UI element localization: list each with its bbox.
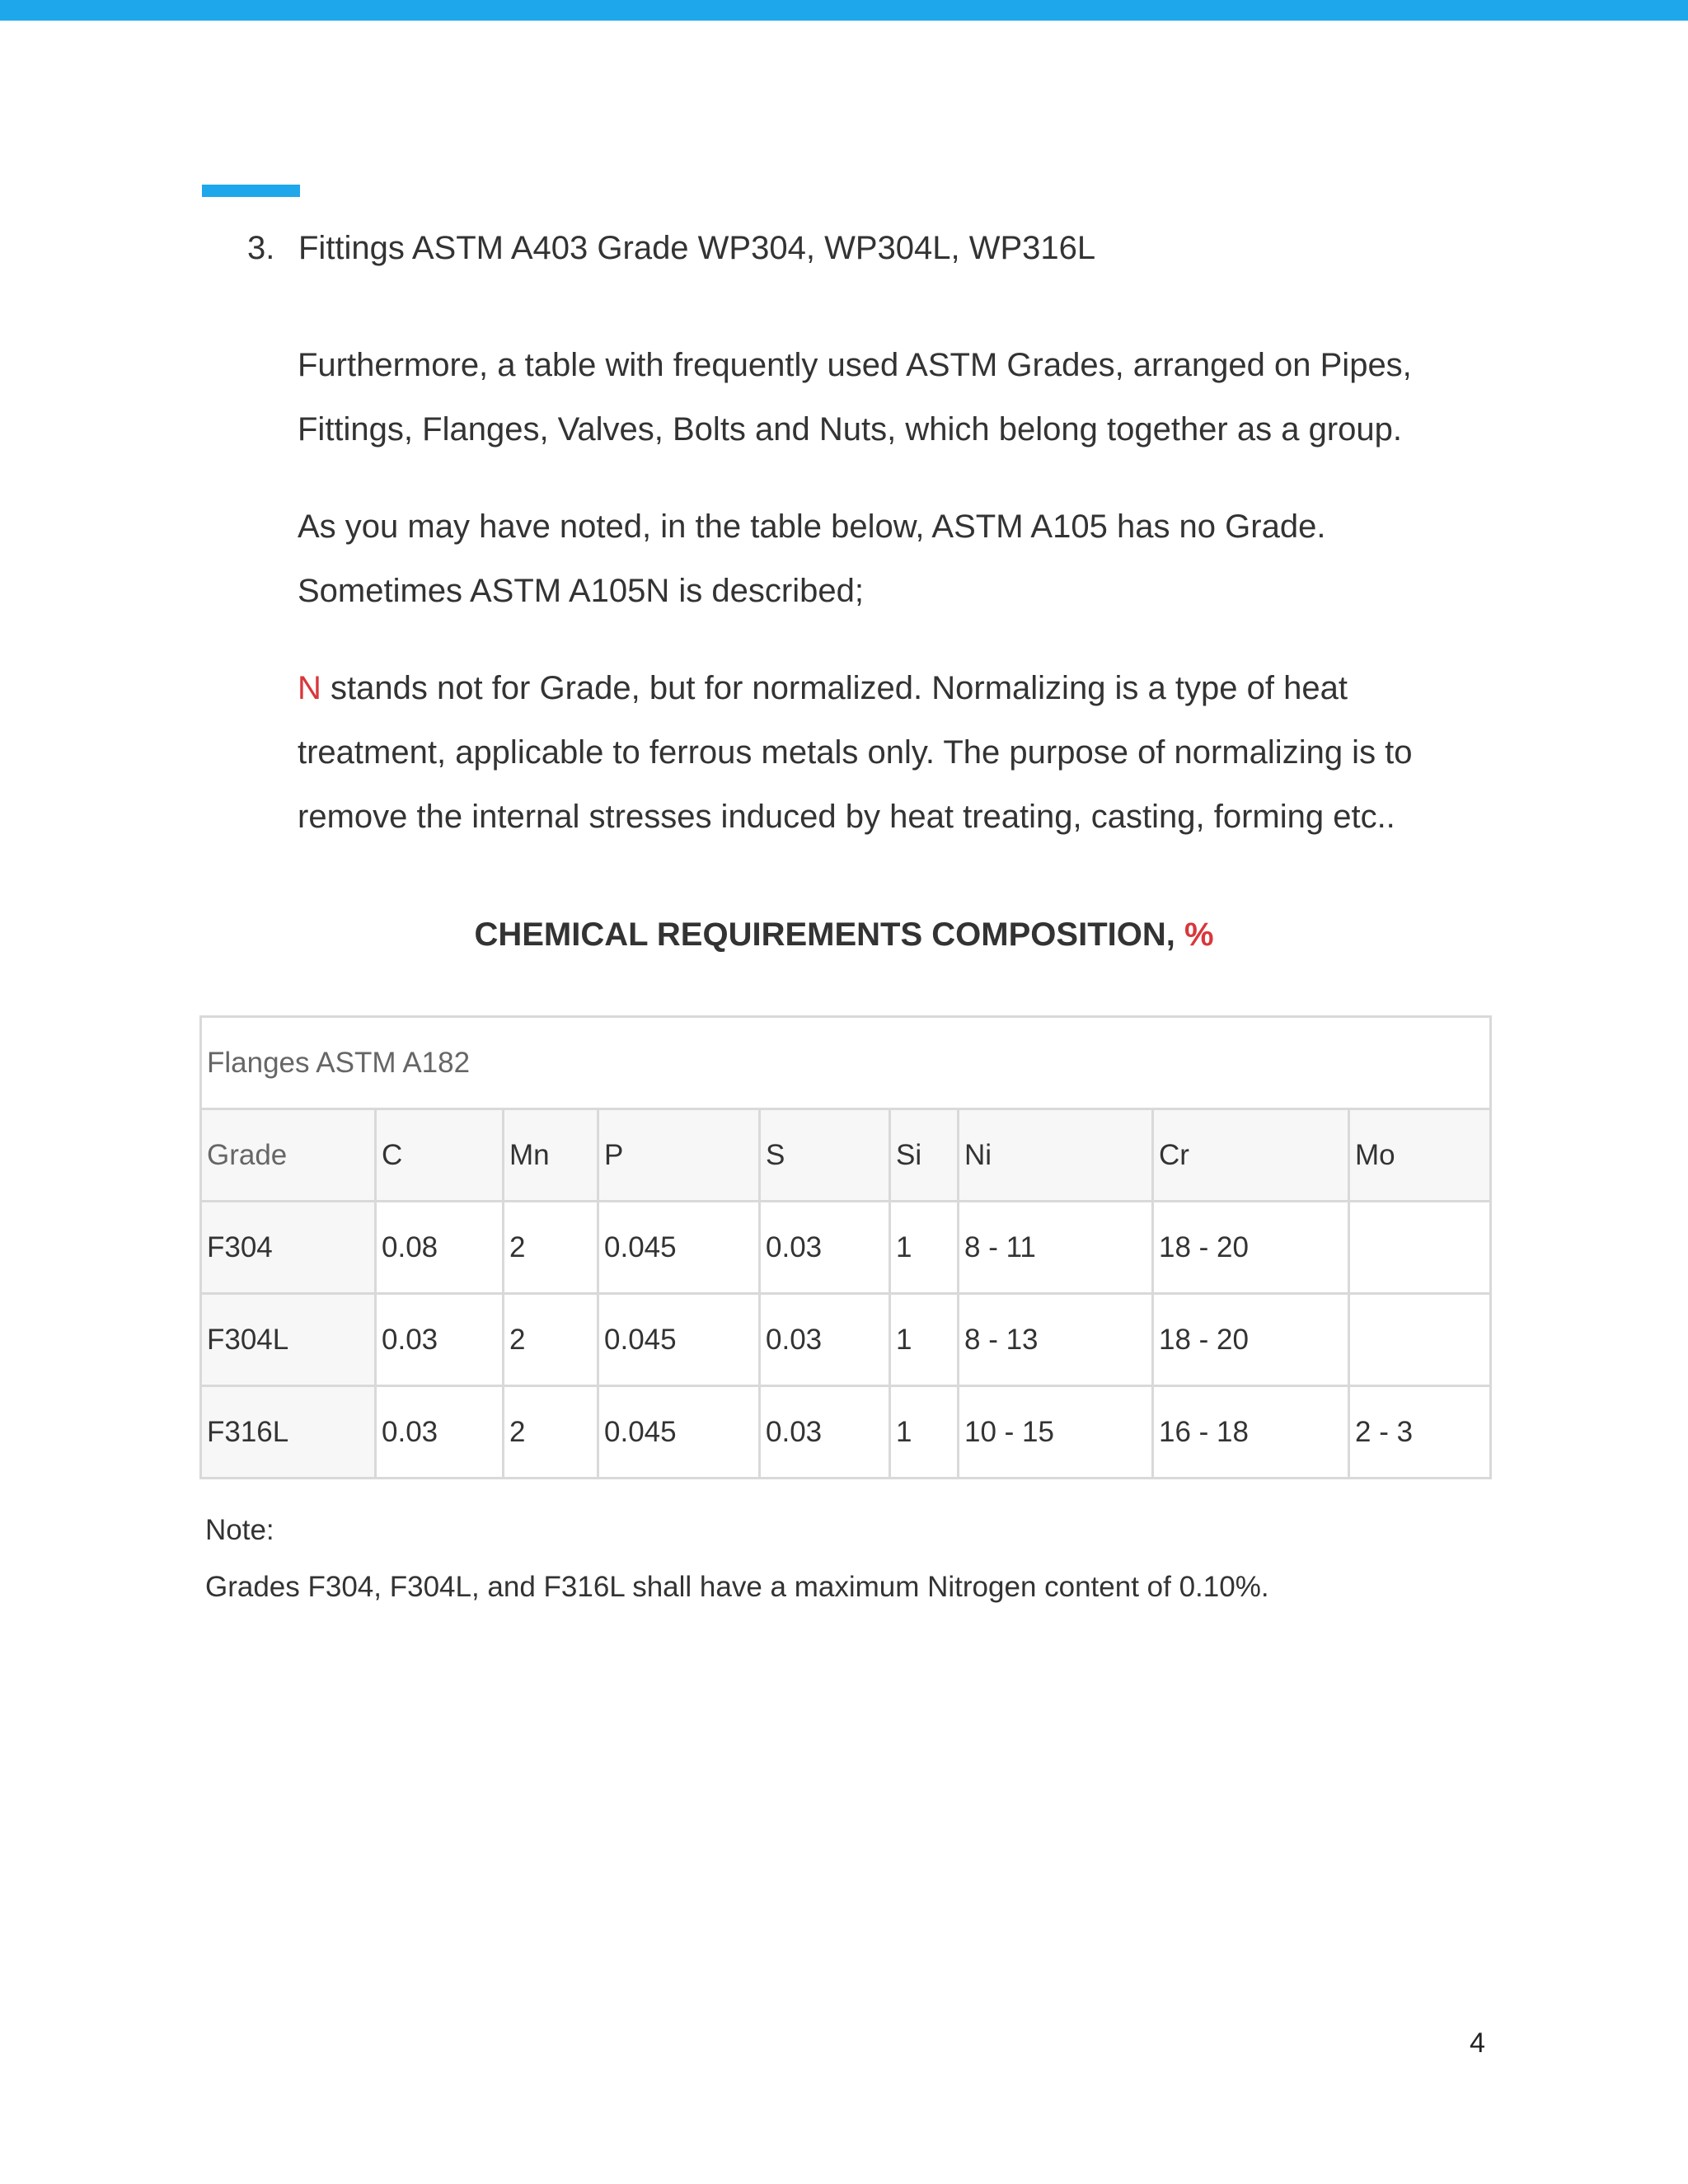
table-cell: 18 - 20: [1153, 1202, 1349, 1294]
table-cell: [1349, 1294, 1491, 1386]
table-caption: Flanges ASTM A182: [201, 1017, 1491, 1109]
table-cell: 8 - 11: [959, 1202, 1153, 1294]
list-item-text: Fittings ASTM A403 Grade WP304, WP304L, WP316L: [298, 230, 1096, 266]
header-cell-cr: Cr: [1153, 1109, 1349, 1202]
table-cell: 10 - 15: [959, 1386, 1153, 1479]
paragraph-normalized: [298, 656, 1493, 849]
page-number: 4: [1470, 2027, 1485, 2059]
table-cell: 8 - 13: [959, 1294, 1153, 1386]
table-cell: 0.045: [598, 1386, 760, 1479]
header-cell-grade: Grade: [201, 1109, 376, 1202]
paragraph-normalized-text: stands not for Grade, but for normalized. Normalizing is a type of heat treatment, applicable to ferrous metals only. The purpose of normalizing is to remove the internal stresses induced by heat treating, casting, forming etc..: [298, 670, 1413, 835]
table-cell: 0.045: [598, 1294, 760, 1386]
note-text: Grades F304, F304L, and F316L shall have a maximum Nitrogen content of 0.10%.: [205, 1571, 1269, 1603]
chemical-requirements-table: [199, 1015, 1492, 1479]
table-cell: 0.045: [598, 1202, 760, 1294]
paragraph-astm-grades: Furthermore, a table with frequently used ASTM Grades, arranged on Pipes, Fittings, Flanges, Valves, Bolts and Nuts, which belong together as a group.: [298, 347, 1412, 448]
header-cell-c: C: [376, 1109, 504, 1202]
header-cell-si: Si: [890, 1109, 959, 1202]
table-cell: 1: [890, 1386, 959, 1479]
section-accent-bar: [202, 185, 300, 197]
table-title-percent: %: [1184, 916, 1214, 953]
table-cell: 0.03: [760, 1386, 890, 1479]
header-cell-ni: Ni: [959, 1109, 1153, 1202]
table-row: [201, 1202, 1491, 1294]
table-cell: 2: [504, 1294, 598, 1386]
paragraph-a105-note: As you may have noted, in the table below, ASTM A105 has no Grade. Sometimes ASTM A105N is described;: [298, 509, 1326, 609]
table-title-text: CHEMICAL REQUIREMENTS COMPOSITION,: [474, 916, 1184, 953]
table-cell: [1349, 1202, 1491, 1294]
grade-cell: F316L: [201, 1386, 376, 1479]
table-row: [201, 1294, 1491, 1386]
table-cell: 0.03: [376, 1294, 504, 1386]
table-cell: 0.03: [760, 1202, 890, 1294]
table-cell: 2: [504, 1386, 598, 1479]
grade-cell: F304: [201, 1202, 376, 1294]
table-caption-row: [201, 1017, 1491, 1109]
table-cell: 1: [890, 1202, 959, 1294]
highlight-letter-n: N: [298, 670, 321, 706]
table-cell: 0.03: [376, 1386, 504, 1479]
header-cell-s: S: [760, 1109, 890, 1202]
table-cell: 2 - 3: [1349, 1386, 1491, 1479]
table-row: [201, 1386, 1491, 1479]
header-cell-mo: Mo: [1349, 1109, 1491, 1202]
table-cell: 0.03: [760, 1294, 890, 1386]
table-cell: 1: [890, 1294, 959, 1386]
note-label: Note:: [205, 1514, 274, 1546]
table-cell: 16 - 18: [1153, 1386, 1349, 1479]
table-cell: 2: [504, 1202, 598, 1294]
grade-cell: F304L: [201, 1294, 376, 1386]
list-item-3: [247, 227, 1095, 269]
table-cell: 18 - 20: [1153, 1294, 1349, 1386]
list-number: 3.: [247, 230, 275, 266]
top-accent-bar: [0, 0, 1688, 21]
header-cell-mn: Mn: [504, 1109, 598, 1202]
table-title: [0, 916, 1688, 954]
header-cell-p: P: [598, 1109, 760, 1202]
table-cell: 0.08: [376, 1202, 504, 1294]
table-header-row: [201, 1109, 1491, 1202]
